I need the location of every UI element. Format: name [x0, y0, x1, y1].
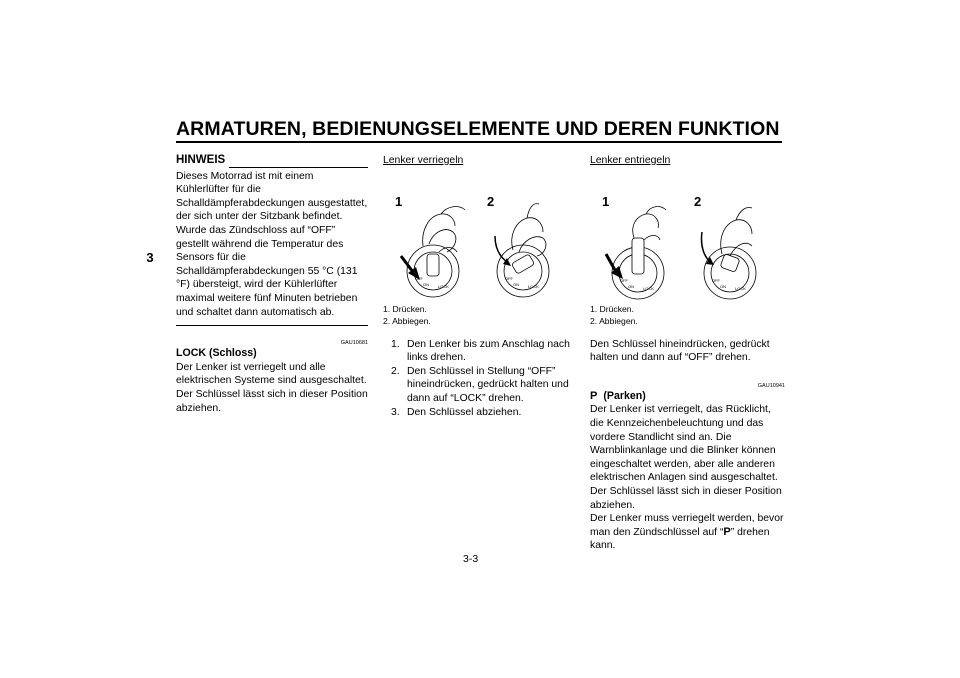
push-arrow-left — [606, 254, 616, 272]
note-title-rule — [229, 160, 368, 168]
list-item: 1. Den Lenker bis zum Anschlag nach links drehen. — [391, 338, 570, 364]
key-mark-on-right: ON — [513, 281, 519, 287]
key-mark-lock-left: LOCK — [643, 285, 654, 291]
column-middle — [383, 154, 578, 419]
key-mark-lock-left: LOCK — [438, 283, 449, 289]
unlock-steering-figure — [590, 176, 785, 301]
key-mark-on-left: ON — [423, 281, 429, 287]
section-code: GAU10681 — [340, 340, 368, 347]
key-mark-off-left: OFF — [415, 275, 423, 281]
legend-item: 1. Drücken. — [590, 303, 634, 314]
figure-label-1: 1 — [395, 193, 403, 209]
ignition-switch-right — [497, 203, 549, 296]
lock-steering-subheading: Lenker verriegeln — [383, 155, 464, 166]
ignition-key-illustration — [590, 176, 785, 301]
park-heading: (Parken) — [603, 389, 646, 402]
page-title: ARMATUREN, BEDIENUNGSELEMENTE UND DEREN FUNKTION — [176, 118, 780, 140]
ignition-key-illustration — [383, 176, 578, 301]
ignition-switch-left — [612, 206, 666, 298]
park-text: Der Lenker ist verriegelt, das Rücklicht, die Kennzeichenbeleuchtung und das vordere Standlicht sind an. Die Warnblinkanlage und die Blinker können eingeschaltet werden, aber alle anderen elektrischen Anlagen sind ausgeschaltet. Der Schlüssel lässt sich in dieser Position abziehen. — [590, 404, 782, 511]
note-text: Dieses Motorrad ist mit einem Kühlerlüfter für die Schalldämpferabdeckungen ausgestattet, der sich unter der Sitzbank befindet. Wurde das Zündschloss auf “OFF” gestellt während die Temperatur des Sensors für die Schalldämpferabdeckungen 55 °C (131 °F) übersteigt, wird der Kühlerlüfter maximal weitere fünf Minuten betrieben und schaltet dann automatisch ab. — [176, 170, 368, 318]
column-left — [176, 154, 368, 415]
key-mark-lock-right: LOCK — [735, 285, 746, 291]
ignition-switch-right — [704, 207, 756, 299]
figure-label-1: 1 — [602, 193, 610, 209]
key-mark-off-right: OFF — [712, 277, 720, 283]
park-icon: P — [723, 525, 731, 538]
list-item: 2. Den Schlüssel in Stellung “OFF” hineindrücken, gedrückt halten und dann auf “LOCK” drehen. — [391, 365, 569, 404]
legend-item: 2. Abbiegen. — [383, 316, 431, 327]
note-header — [176, 154, 368, 168]
legend-item: 2. Abbiegen. — [590, 316, 638, 327]
figure-legend — [383, 303, 578, 328]
key-mark-lock-right: LOCK — [528, 283, 539, 289]
chapter-tab: 3 — [146, 250, 154, 265]
key-mark-off-right: OFF — [505, 275, 513, 281]
page-number: 3-3 — [463, 553, 479, 565]
note-end-rule — [176, 325, 368, 326]
key-mark-off-left: OFF — [620, 277, 628, 283]
figure-legend — [590, 303, 785, 328]
park-icon: P — [590, 389, 598, 402]
ignition-switch-left — [407, 206, 465, 296]
column-right — [590, 154, 785, 553]
lock-heading: LOCK (Schloss) — [176, 347, 257, 360]
turn-arrow-right — [495, 236, 507, 262]
note-title: HINWEIS — [176, 154, 226, 166]
lock-steering-figure — [383, 176, 578, 301]
title-rule — [176, 141, 782, 143]
figure-label-2: 2 — [487, 193, 495, 209]
list-item: 3. Den Schlüssel abziehen. — [391, 406, 522, 418]
park-heading-row — [590, 390, 785, 404]
lock-steps-list — [383, 338, 578, 420]
figure-label-2: 2 — [694, 193, 702, 209]
legend-item: 1. Drücken. — [383, 303, 427, 314]
section-code: GAU10941 — [757, 382, 785, 389]
unlock-steering-subheading: Lenker entriegeln — [590, 155, 671, 166]
lock-text: Der Lenker ist verriegelt und alle elektrischen Systeme sind ausgeschaltet. Der Schlüssel lässt sich in dieser Position abziehen. — [176, 361, 368, 414]
key-mark-on-right: ON — [720, 283, 726, 289]
unlock-intro-text: Den Schlüssel hineindrücken, gedrückt halten und dann auf “OFF” drehen. — [590, 338, 770, 364]
park-text-2: Der Lenker muss verriegelt werden, bevor man den Zündschlüssel auf “P” drehen kann. — [590, 513, 784, 552]
key-mark-on-left: ON — [628, 283, 634, 289]
